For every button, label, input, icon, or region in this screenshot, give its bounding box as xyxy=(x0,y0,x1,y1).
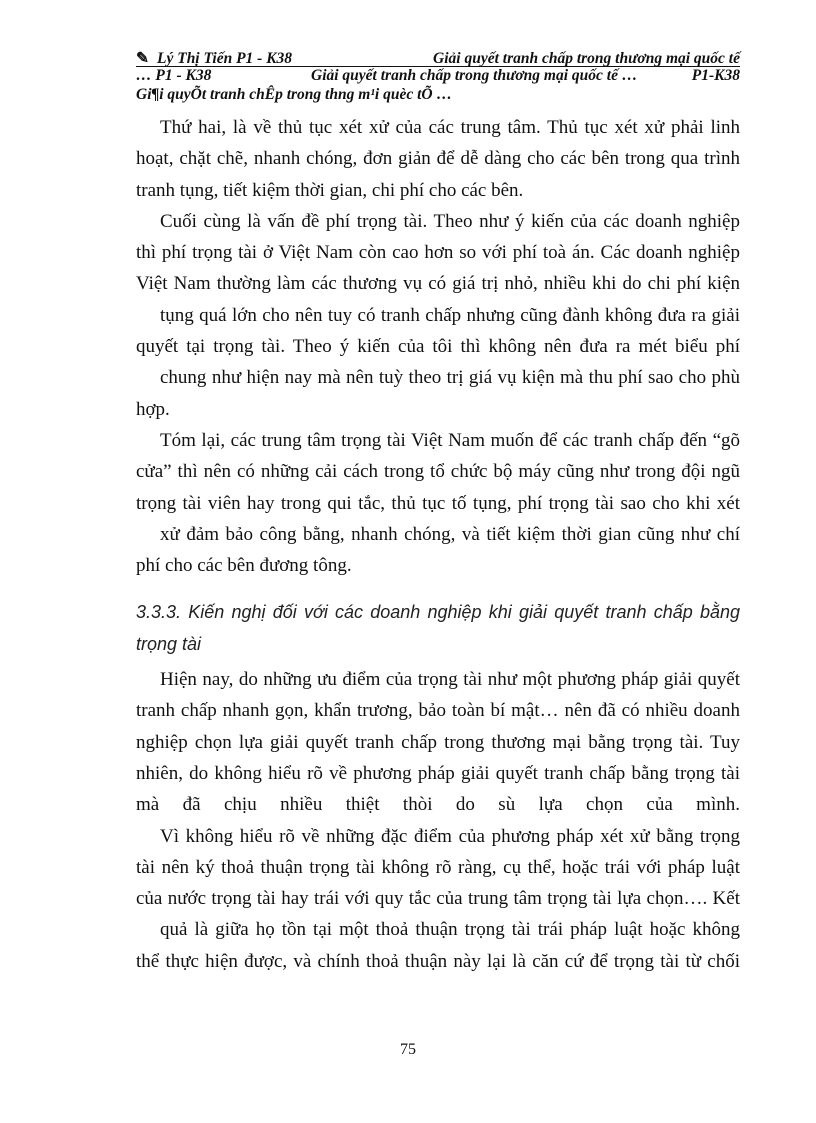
pen-icon: ✎ xyxy=(136,50,149,67)
body-line: cửa” thì nên có những cải cách trong tổ chức bộ máy cũng như trong đội ngũ xyxy=(136,461,740,483)
body-line: Thứ hai, là về thủ tục xét xử của các trung tâm. Thủ tục xét xử phải linh xyxy=(160,117,740,138)
header2-right: P1-K38 xyxy=(691,67,740,84)
body-line: tài nên ký thoả thuận trọng tài không rõ ràng, cụ thể, hoặc trái với pháp luật xyxy=(136,856,740,878)
body-line: hợp. xyxy=(136,398,170,420)
body-line: tranh tụng, tiết kiệm thời gian, chi phí cho các bên. xyxy=(136,179,524,201)
body-line: trọng tài viên hay trong qui tắc, thủ tục tố tụng, phí trọng tài sao cho khi xét xyxy=(136,492,740,514)
body-line: thể thực hiện được, và chính thoả thuận này lại là căn cứ để trọng tài từ chối xyxy=(136,950,740,972)
body-line: quyết tại trọng tài. Theo ý kiến của tôi thì không nên đưa ra mét biểu phí xyxy=(136,336,740,358)
running-header-2 xyxy=(136,66,740,84)
section-heading: trọng tài xyxy=(136,633,202,654)
body-line: hoạt, chặt chẽ, nhanh chóng, đơn giản để dễ dàng cho các bên trong qua trình xyxy=(136,148,740,170)
page-number: 75 xyxy=(400,1041,416,1058)
author-text: Lý Thị Tiến P1 - K38 xyxy=(157,50,293,67)
body-line: tụng quá lớn cho nên tuy có tranh chấp nhưng cũng đành không đưa ra giải xyxy=(160,304,740,326)
body-line: thì phí trọng tài ở Việt Nam còn cao hơn so với phí toà án. Các doanh nghiệp xyxy=(136,242,740,264)
body-line: xử đảm bảo công bằng, nhanh chóng, và tiết kiệm thời gian cũng như chí xyxy=(160,523,740,545)
body-line: Vì không hiểu rõ về những đặc điểm của phương pháp xét xử bằng trọng xyxy=(160,825,740,847)
header2-left: … P1 - K38 xyxy=(136,67,212,84)
body-line: tranh chấp nhanh gọn, khẩn trương, bảo toàn bí mật… nên đã có nhiều doanh xyxy=(136,700,740,722)
header2-mid: Giải quyết tranh chấp trong thương mại quốc tế … xyxy=(311,67,638,84)
header3-garbled: Gi¶i quyÕt tranh chÊp trong thng m¹i quèc tÕ … xyxy=(136,86,452,103)
body-line: nhiên, do không hiểu rõ về phương pháp giải quyết tranh chấp bằng trọng tài xyxy=(136,762,740,784)
body-line: Cuối cùng là vấn đề phí trọng tài. Theo như ý kiến của các doanh nghiệp xyxy=(160,210,740,232)
body-line: của nước trọng tài hay trái với quy tắc của trung tâm trọng tài lựa chọn…. Kết xyxy=(136,888,740,910)
body-line: Tóm lại, các trung tâm trọng tài Việt Nam muốn để các tranh chấp đến “gõ xyxy=(160,429,740,451)
header-title: Giải quyết tranh chấp trong thương mại quốc tế xyxy=(433,50,740,67)
body-line: mà đã chịu nhiều thiệt thòi do sù lựa chọn của mình. xyxy=(136,794,740,816)
body-line: Việt Nam thường làm các thương vụ có giá trị nhỏ, nhiều khi do chi phí kiện xyxy=(136,273,740,295)
body-line: quả là giữa họ tồn tại một thoả thuận trọng tài trái pháp luật hoặc không xyxy=(160,919,740,941)
document-body xyxy=(136,112,740,977)
body-line: chung như hiện nay mà nên tuỳ theo trị giá vụ kiện mà thu phí sao cho phù xyxy=(160,367,740,389)
body-line: phí cho các bên đương tông. xyxy=(136,555,352,577)
body-line: Hiện nay, do những ưu điểm của trọng tài như một phương pháp giải quyết xyxy=(160,669,740,691)
body-line: nghiệp chọn lựa giải quyết tranh chấp trong thương mại bằng trọng tài. Tuy xyxy=(136,731,740,753)
section-heading: 3.3.3. Kiến nghị đối với các doanh nghiệp khi giải quyết tranh chấp bằng xyxy=(136,602,740,623)
